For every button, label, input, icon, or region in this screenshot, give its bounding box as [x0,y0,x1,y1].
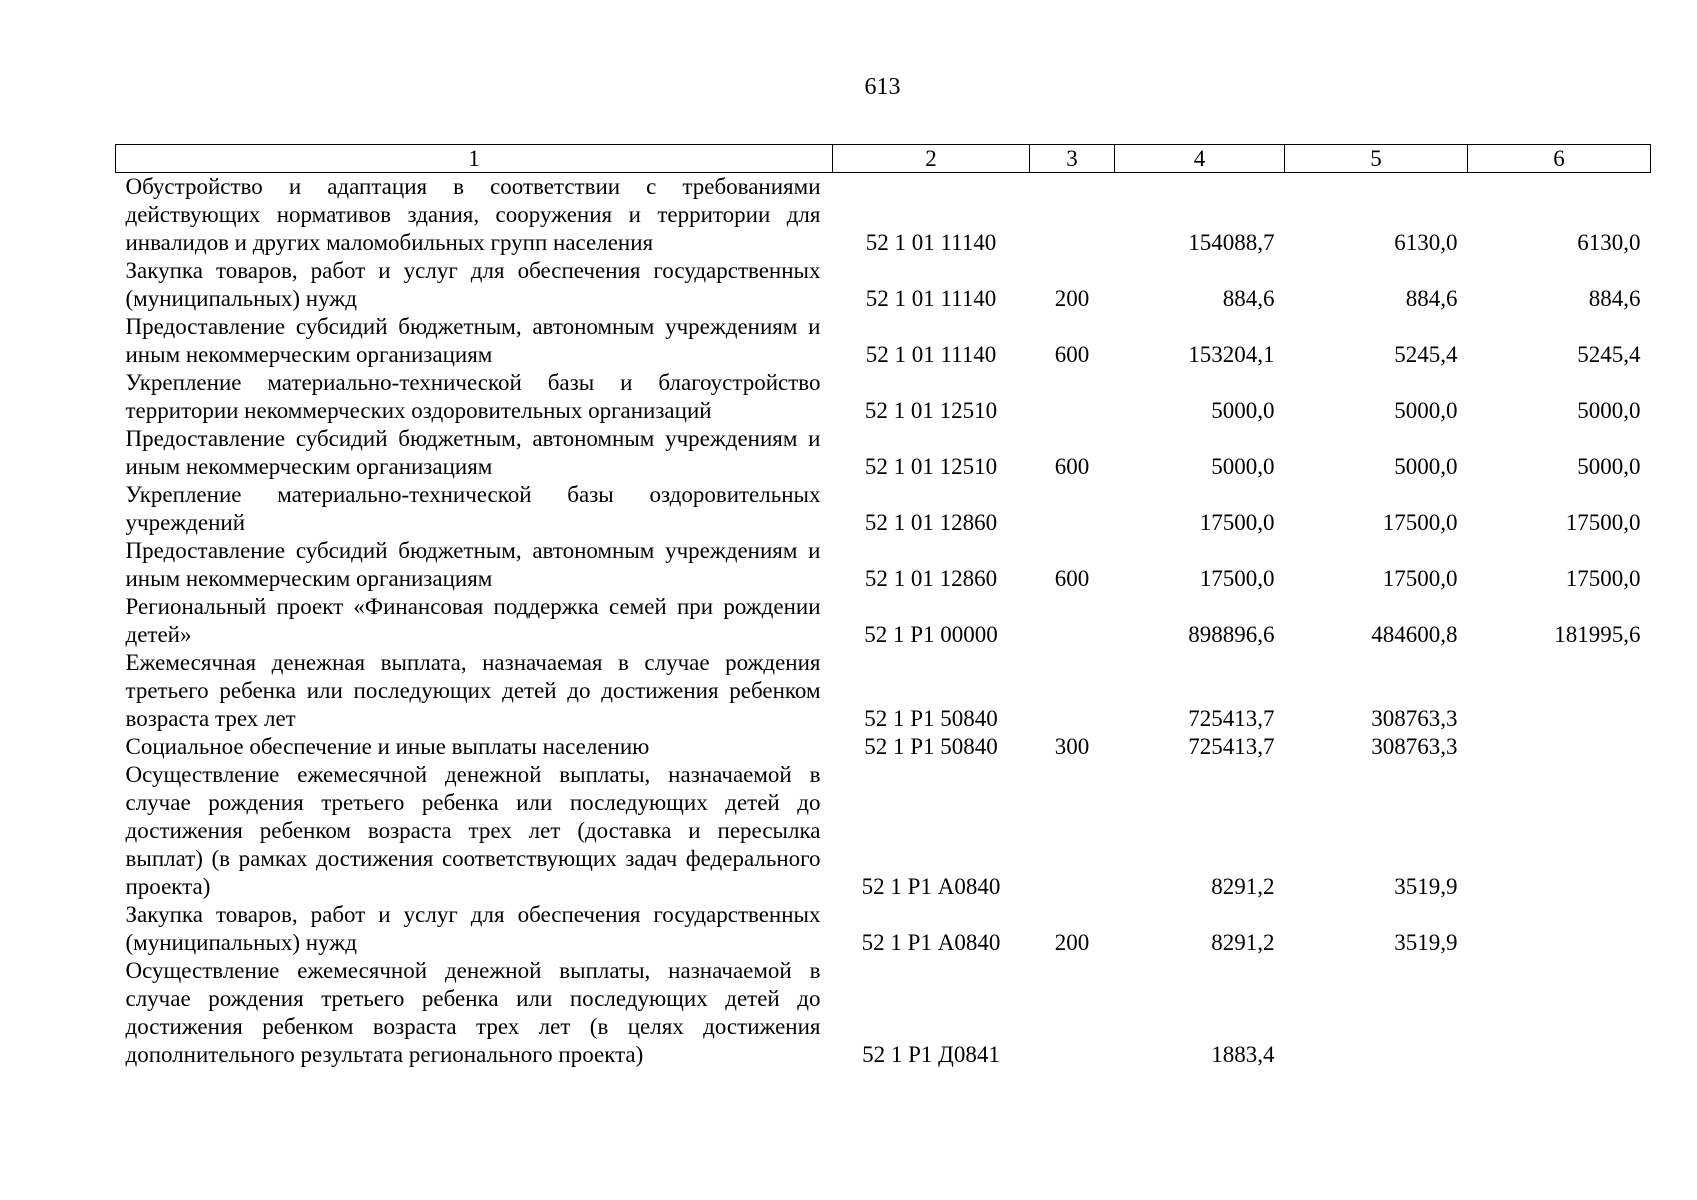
amount-col-5: 308763,3 [1371,706,1458,731]
amount-col-6: 5000,0 [1577,454,1641,479]
table-row [116,481,1651,537]
amount-col-4: 5000,0 [1211,454,1275,479]
amount-col-4: 8291,2 [1211,874,1275,899]
amount-col-6: 884,6 [1588,286,1641,311]
target-article-code: 52 1 01 11140 [865,342,997,367]
target-article-code: 52 1 01 11140 [865,230,997,255]
expense-type-code [1030,649,1115,733]
column-header-5: 5 [1285,145,1468,173]
amount-col-4: 1883,4 [1211,1042,1275,1067]
item-name: Ежемесячная денежная выплата, назначаемая в случае рождения третьего ребенка или последующих детей до достижения ребенком возраста трех лет [125,650,821,731]
amount-col-4: 154088,7 [1188,230,1275,255]
item-name: Предоставление субсидий бюджетным, автономным учреждениям и иным некоммерческим организациям [125,426,821,479]
amount-col-6 [1468,957,1651,1069]
amount-col-4: 884,6 [1222,286,1275,311]
amount-col-6: 181995,6 [1554,622,1641,647]
expense-type-code [1030,593,1115,649]
item-name: Осуществление ежемесячной денежной выплаты, назначаемой в случае рождения третьего ребенка или последующих детей до достижения ребенком возраста трех лет (доставка и пересылка выплат) (в рамках достижения соответствующих задач федерального проекта) [125,762,821,899]
amount-col-5: 5000,0 [1394,398,1458,423]
header-row [116,145,1651,173]
expense-type-code [1030,761,1115,901]
expense-type-code [1030,481,1115,537]
table-row [116,649,1651,733]
expense-type-code [1030,957,1115,1069]
amount-col-5: 3519,9 [1394,874,1458,899]
target-article-code: 52 1 01 12860 [864,566,998,591]
amount-col-6 [1468,761,1651,901]
item-name: Укрепление материально-технической базы и благоустройство территории некоммерческих оздоровительных организаций [125,370,821,423]
column-header-2: 2 [833,145,1030,173]
expense-type-code [1030,173,1115,258]
amount-col-6: 17500,0 [1565,510,1641,535]
amount-col-6: 5000,0 [1577,398,1641,423]
expense-type-code: 200 [1054,286,1090,311]
amount-col-5: 484600,8 [1371,622,1458,647]
amount-col-6 [1468,649,1651,733]
amount-col-4: 17500,0 [1199,566,1275,591]
target-article-code: 52 1 Р1 Д0841 [862,1042,1000,1067]
target-article-code: 52 1 Р1 50840 [864,706,998,731]
amount-col-6: 5245,4 [1577,342,1641,367]
budget-table [115,144,1651,1069]
target-article-code: 52 1 Р1 А0840 [861,874,1001,899]
amount-col-6 [1468,901,1651,957]
expense-type-code: 200 [1054,930,1090,955]
column-header-6: 6 [1468,145,1651,173]
expense-type-code: 600 [1054,566,1090,591]
table-row [116,257,1651,313]
amount-col-4: 153204,1 [1188,342,1275,367]
table-row [116,537,1651,593]
table-row [116,761,1651,901]
table-row [116,593,1651,649]
page-number: 613 [864,74,901,100]
amount-col-5: 3519,9 [1394,930,1458,955]
table-row [116,173,1651,258]
item-name: Обустройство и адаптация в соответствии с требованиями действующих нормативов здания, сооружения и территории для инвалидов и других маломобильных групп населения [125,174,821,255]
target-article-code: 52 1 01 12860 [864,510,998,535]
amount-col-5: 17500,0 [1382,566,1458,591]
column-header-4: 4 [1115,145,1285,173]
expense-type-code: 600 [1054,454,1090,479]
item-name: Социальное обеспечение и иные выплаты населению [125,734,650,759]
amount-col-5: 17500,0 [1382,510,1458,535]
amount-col-5: 5000,0 [1394,454,1458,479]
table-body [116,173,1651,1070]
amount-col-5: 5245,4 [1394,342,1458,367]
column-header-3: 3 [1030,145,1115,173]
item-name: Закупка товаров, работ и услуг для обеспечения государственных (муниципальных) нужд [125,258,821,311]
item-name: Региональный проект «Финансовая поддержка семей при рождении детей» [125,594,821,647]
amount-col-4: 725413,7 [1188,706,1275,731]
amount-col-4: 8291,2 [1211,930,1275,955]
table-row [116,901,1651,957]
amount-col-4: 17500,0 [1199,510,1275,535]
item-name: Закупка товаров, работ и услуг для обеспечения государственных (муниципальных) нужд [125,902,821,955]
target-article-code: 52 1 01 12510 [864,454,998,479]
item-name: Укрепление материально-технической базы оздоровительных учреждений [125,482,821,535]
amount-col-6: 17500,0 [1565,566,1641,591]
item-name: Предоставление субсидий бюджетным, автономным учреждениям и иным некоммерческим организациям [125,314,821,367]
amount-col-5: 6130,0 [1394,230,1458,255]
expense-type-code: 300 [1054,734,1090,759]
table-row [116,313,1651,369]
target-article-code: 52 1 01 11140 [865,286,997,311]
amount-col-6: 6130,0 [1577,230,1641,255]
target-article-code: 52 1 01 12510 [864,398,998,423]
table-row [116,369,1651,425]
amount-col-5: 884,6 [1405,286,1458,311]
table-row [116,425,1651,481]
table-row [116,733,1651,761]
amount-col-5 [1285,957,1468,1069]
item-name: Осуществление ежемесячной денежной выплаты, назначаемой в случае рождения третьего ребенка или последующих детей до достижения ребенком возраста трех лет (в целях достижения дополнительного результата регионального проекта) [125,958,821,1067]
expense-type-code [1030,369,1115,425]
target-article-code: 52 1 Р1 А0840 [861,930,1001,955]
amount-col-6 [1468,733,1651,761]
table-header [116,145,1651,173]
amount-col-4: 725413,7 [1188,734,1275,759]
item-name: Предоставление субсидий бюджетным, автономным учреждениям и иным некоммерческим организациям [125,538,821,591]
table-row [116,957,1651,1069]
target-article-code: 52 1 Р1 50840 [864,734,998,759]
column-header-1: 1 [116,145,833,173]
amount-col-5: 308763,3 [1371,734,1458,759]
expense-type-code: 600 [1054,342,1090,367]
target-article-code: 52 1 Р1 00000 [864,622,998,647]
amount-col-4: 898896,6 [1188,622,1275,647]
amount-col-4: 5000,0 [1211,398,1275,423]
